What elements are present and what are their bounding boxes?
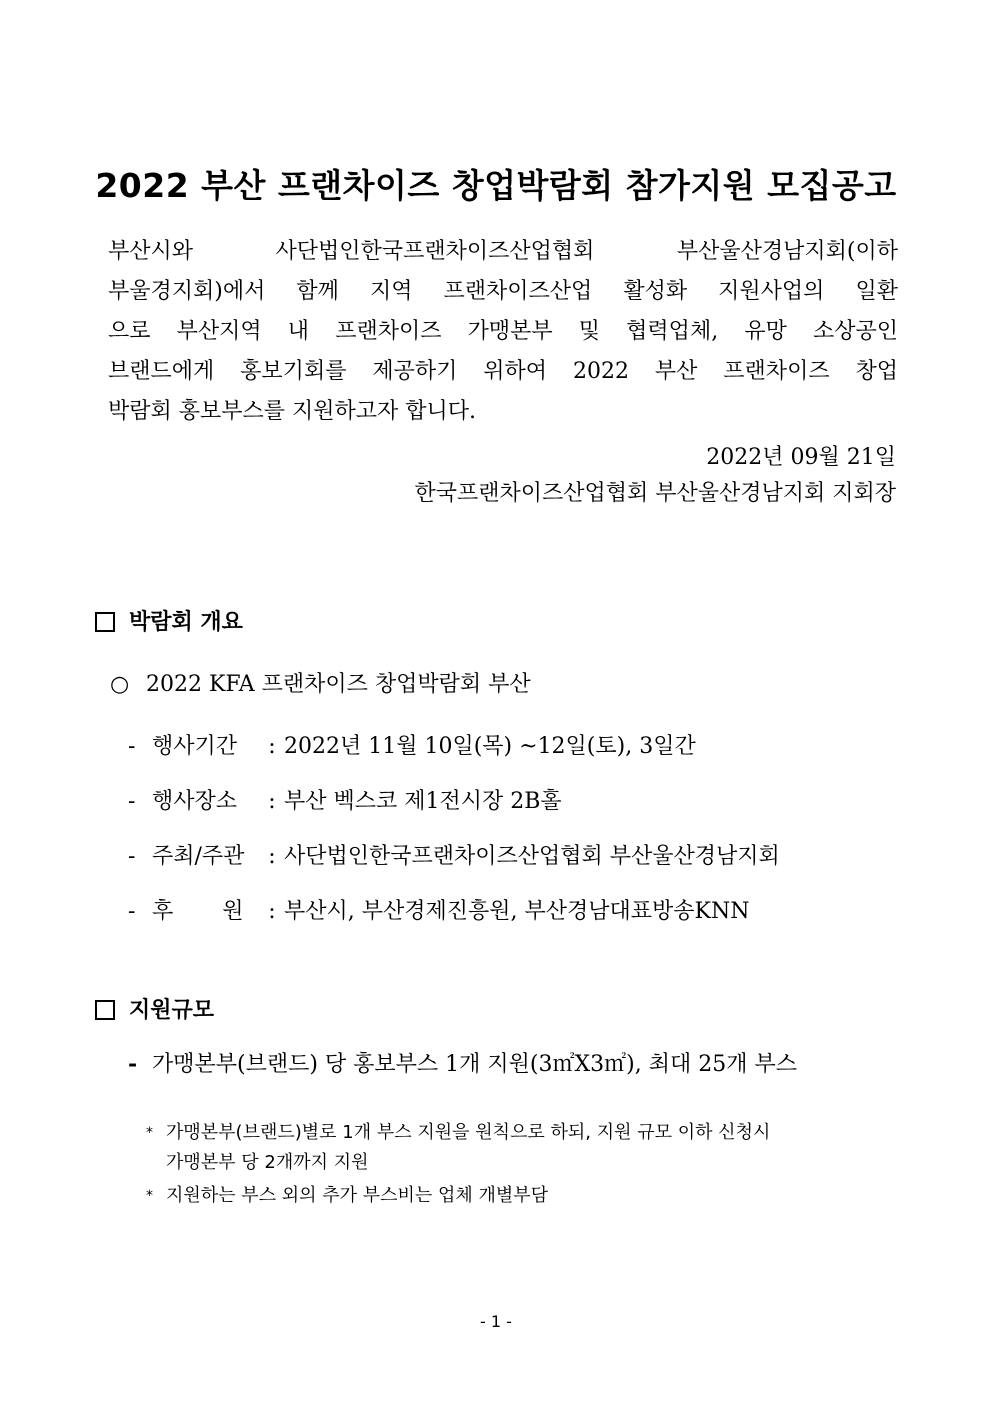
section-heading-scale — [95, 993, 214, 1027]
intro-line: 으로 부산지역 내 프랜차이즈 가맹본부 및 협력업체, 유망 소상공인 — [108, 319, 898, 344]
note-item — [146, 1118, 898, 1178]
detail-value: 부산시, 부산경제진흥원, 부산경남대표방송KNN — [284, 899, 750, 924]
section-heading-overview — [95, 605, 243, 639]
note-text: 지원하는 부스 외의 추가 부스비는 업체 개별부담 — [166, 1185, 549, 1206]
detail-label: 행사장소 — [152, 789, 238, 814]
detail-item-venue — [128, 785, 562, 819]
circle-bullet-icon: ○ — [110, 672, 130, 697]
dash-bullet: - — [128, 734, 136, 759]
dash-bullet: - — [128, 789, 136, 814]
detail-value: 부산 벡스코 제1전시장 2B홀 — [284, 789, 562, 814]
scale-main-item — [128, 1047, 797, 1082]
event-name: 2022 KFA 프랜차이즈 창업박람회 부산 — [146, 672, 531, 697]
note-continuation: 가맹본부 당 2개까지 지원 — [166, 1152, 369, 1173]
intro-paragraph — [108, 232, 898, 432]
detail-value: 사단법인한국프랜차이즈산업협회 부산울산경남지회 — [284, 844, 780, 869]
detail-value: 2022년 11월 10일(목) ~12일(토), 3일간 — [284, 734, 696, 759]
scale-main-text: 가맹본부(브랜드) 당 홍보부스 1개 지원(3㎡X3㎡), 최대 25개 부스 — [152, 1052, 797, 1077]
announcement-date: 2022년 09월 21일 — [706, 445, 896, 470]
signer: 한국프랜차이즈산업협회 부산울산경남지회 지회장 — [414, 481, 896, 506]
section-heading-text: 박람회 개요 — [129, 609, 243, 635]
detail-colon: : — [268, 789, 276, 814]
detail-label: 주최/주관 — [152, 844, 245, 869]
section-heading-text: 지원규모 — [129, 997, 215, 1023]
asterisk-icon: * — [146, 1188, 153, 1204]
detail-label: 행사기간 — [152, 734, 238, 759]
checkbox-icon — [95, 1000, 115, 1020]
dash-bullet: - — [128, 899, 136, 924]
dash-bullet: - — [128, 1051, 138, 1077]
event-name-item — [110, 668, 531, 702]
note-text: 가맹본부(브랜드)별로 1개 부스 지원을 원칙으로 하되, 지원 규모 이하 신청시 — [166, 1122, 771, 1143]
asterisk-icon: * — [146, 1125, 153, 1141]
detail-colon: : — [268, 844, 276, 869]
page-title: 2022 부산 프랜차이즈 창업박람회 참가지원 모집공고 — [95, 166, 897, 205]
note-item — [146, 1181, 898, 1211]
intro-line: 부울경지회)에서 함께 지역 프랜차이즈산업 활성화 지원사업의 일환 — [108, 279, 898, 304]
page-number: - 1 - — [480, 1312, 512, 1331]
detail-colon: : — [268, 734, 276, 759]
intro-line: 박람회 홍보부스를 지원하고자 합니다. — [108, 399, 477, 424]
detail-item-period — [128, 730, 696, 764]
checkbox-icon — [95, 612, 115, 632]
detail-item-host — [128, 840, 780, 874]
detail-colon: : — [268, 899, 276, 924]
dash-bullet: - — [128, 844, 136, 869]
detail-item-sponsor — [128, 895, 749, 929]
detail-label: 후 원 — [152, 899, 244, 924]
intro-line: 브랜드에게 홍보기회를 제공하기 위하여 2022 부산 프랜차이즈 창업 — [108, 359, 898, 384]
intro-line: 부산시와 사단법인한국프랜차이즈산업협회 부산울산경남지회(이하 — [108, 239, 898, 264]
